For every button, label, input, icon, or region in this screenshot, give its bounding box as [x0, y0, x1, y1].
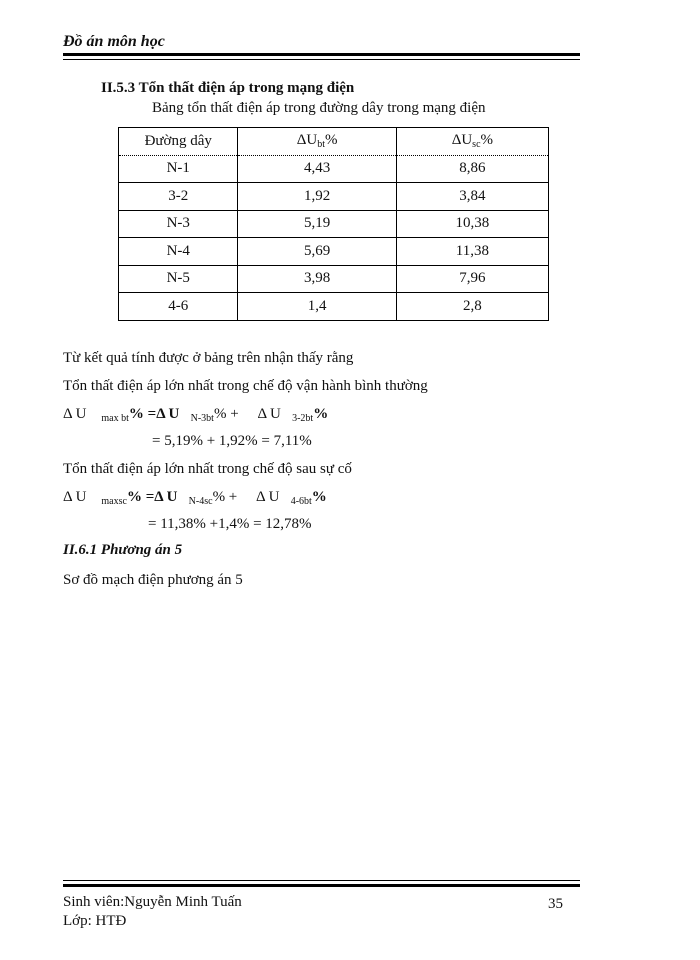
header-rule-thick: [63, 53, 580, 56]
cell-line: N-1: [119, 155, 238, 183]
paragraph-intro: Từ kết quả tính được ở bảng trên nhận thấy rằng: [63, 350, 354, 366]
header-sc: $\Delta U_{sc}\%$: [396, 128, 548, 156]
table-row: [119, 265, 549, 293]
cell-sc: 8,86: [396, 155, 548, 183]
cell-bt: 5,69: [238, 238, 396, 266]
cell-bt: 5,19: [238, 210, 396, 238]
cell-line: N-3: [119, 210, 238, 238]
equation-max-bt-result: = 5,19% + 1,92% = 7,11%: [152, 433, 312, 449]
footer-rule-thin: [63, 880, 580, 881]
page-number: 35: [548, 896, 563, 912]
header-rule-thin: [63, 59, 580, 60]
cell-sc: 2,8: [396, 293, 548, 321]
footer-rule-thick: [63, 884, 580, 887]
table-row: [119, 293, 549, 321]
cell-bt: 3,98: [238, 265, 396, 293]
footer-class: Lớp: HTĐ: [63, 913, 127, 929]
header-bt: $\Delta U_{bt}\%$: [238, 128, 396, 156]
footer-student: Sinh viên:Nguyễn Minh Tuấn: [63, 894, 242, 910]
equation-max-sc: Δ U $_{maxsc}$% =Δ U $_{N-4sc}$% + Δ U $_{4-6bt}$%: [63, 489, 327, 507]
header-title: Đồ án môn học: [63, 33, 165, 50]
cell-sc: 11,38: [396, 238, 548, 266]
table-row: [119, 183, 549, 211]
cell-line: N-4: [119, 238, 238, 266]
equation-max-sc-result: = 11,38% +1,4% = 12,78%: [148, 516, 312, 532]
cell-sc: 10,38: [396, 210, 548, 238]
cell-bt: 1,92: [238, 183, 396, 211]
equation-max-bt: Δ U $_{max bt}$% =Δ U $_{N-3bt}$% + Δ U $_{3-2bt}$%: [63, 406, 329, 424]
cell-sc: 7,96: [396, 265, 548, 293]
cell-line: 3-2: [119, 183, 238, 211]
voltage-loss-table: [118, 127, 549, 321]
paragraph-fault-mode: Tổn thất điện áp lớn nhất trong chế độ sau sự cố: [63, 461, 352, 477]
section-6-1-heading: II.6.1 Phương án 5: [63, 542, 183, 558]
cell-bt: 1,4: [238, 293, 396, 321]
header-line: Đường dây: [119, 128, 238, 156]
table-caption: Bảng tổn thất điện áp trong đường dây trong mạng điện: [152, 100, 486, 116]
table-row: [119, 238, 549, 266]
table-row: [119, 210, 549, 238]
cell-sc: 3,84: [396, 183, 548, 211]
paragraph-normal-mode: Tổn thất điện áp lớn nhất trong chế độ vận hành bình thường: [63, 378, 428, 394]
cell-bt: 4,43: [238, 155, 396, 183]
table-header-row: [119, 128, 549, 156]
table-row: [119, 155, 549, 183]
cell-line: N-5: [119, 265, 238, 293]
cell-line: 4-6: [119, 293, 238, 321]
section-heading: II.5.3 Tổn thất điện áp trong mạng điện: [101, 80, 355, 96]
paragraph-diagram: Sơ đồ mạch điện phương án 5: [63, 572, 243, 588]
